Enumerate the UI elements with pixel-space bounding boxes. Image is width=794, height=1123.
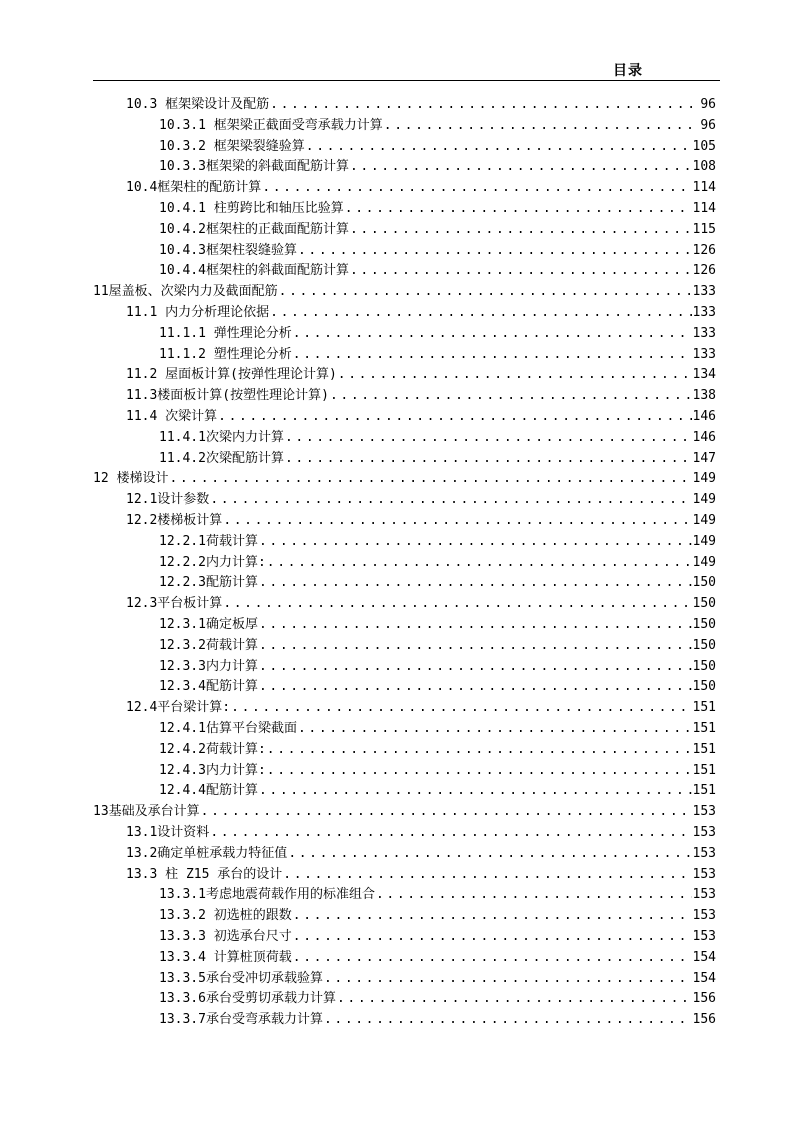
- toc-entry-title: 12.4平台梁计算:: [126, 700, 231, 716]
- toc-dot-leader: [270, 95, 699, 115]
- toc-entry-page-number: 150: [692, 596, 716, 612]
- toc-entry-title: 10.4框架柱的配筋计算: [126, 180, 262, 196]
- toc-entry-title: 13.3.2 初选桩的跟数: [159, 908, 292, 924]
- toc-entry[interactable]: [159, 324, 716, 344]
- toc-entry[interactable]: [159, 615, 716, 635]
- toc-dot-leader: [324, 1010, 692, 1030]
- toc-dot-leader: [288, 844, 691, 864]
- toc-entry[interactable]: [126, 698, 716, 718]
- toc-entry-page-number: 150: [692, 637, 716, 653]
- toc-entry[interactable]: [126, 844, 716, 864]
- toc-entry-page-number: 156: [692, 1012, 716, 1028]
- toc-dot-leader: [330, 386, 692, 406]
- toc-dot-leader: [259, 615, 692, 635]
- toc-entry-title: 10.4.2框架柱的正截面配筋计算: [159, 221, 349, 237]
- toc-entry-title: 12.3.2荷载计算: [159, 637, 258, 653]
- toc-entry-page-number: 151: [692, 700, 716, 716]
- toc-entry-page-number: 149: [692, 513, 716, 528]
- toc-entry-page-number: 96: [700, 117, 716, 133]
- toc-entry-page-number: 149: [692, 471, 716, 487]
- toc-entry-title: 10.3.3框架梁的斜截面配筋计算: [159, 159, 349, 175]
- toc-entry-page-number: 149: [692, 554, 716, 570]
- toc-entry-title: 11.1 内力分析理论依据: [126, 305, 270, 320]
- toc-dot-leader: [285, 449, 692, 469]
- toc-entry-title: 11.2 屋面板计算(按弹性理论计算): [126, 367, 337, 383]
- toc-entry-page-number: 146: [692, 429, 716, 445]
- toc-entry[interactable]: [126, 594, 716, 614]
- toc-dot-leader: [293, 906, 692, 926]
- toc-entry-title: 12.2.1荷载计算: [159, 533, 258, 549]
- toc-dot-leader: [267, 761, 692, 781]
- toc-entry-title: 13基础及承台计算: [93, 804, 200, 820]
- toc-entry-title: 11.1.2 塑性理论分析: [159, 346, 292, 362]
- toc-entry-title: 13.3 柱 Z15 承台的设计: [126, 866, 283, 882]
- toc-entry-title: 12.3.3内力计算: [159, 658, 258, 674]
- toc-dot-leader: [350, 157, 692, 177]
- toc-entry-page-number: 151: [692, 741, 716, 757]
- toc-entry[interactable]: [159, 677, 716, 697]
- toc-entry-title: 10.4.1 柱剪跨比和轴压比验算: [159, 201, 344, 216]
- toc-entry[interactable]: [159, 761, 716, 781]
- toc-entry[interactable]: [159, 989, 716, 1009]
- toc-dot-leader: [384, 116, 700, 136]
- toc-dot-leader: [169, 469, 691, 489]
- toc-dot-leader: [259, 781, 692, 801]
- toc-entry[interactable]: [159, 906, 716, 926]
- toc-entry-title: 13.3.7承台受弯承载力计算: [159, 1012, 323, 1028]
- toc-entry[interactable]: [159, 220, 716, 240]
- toc-entry-page-number: 147: [692, 450, 716, 466]
- toc-dot-leader: [293, 324, 692, 344]
- toc-entry-page-number: 150: [692, 575, 716, 591]
- toc-entry-title: 11屋盖板、次梁内力及截面配筋: [93, 284, 278, 300]
- toc-entry-page-number: 126: [692, 242, 716, 258]
- toc-entry-page-number: 153: [692, 866, 716, 882]
- toc-dot-leader: [262, 178, 691, 198]
- toc-dot-leader: [350, 220, 692, 240]
- toc-entry[interactable]: [159, 657, 716, 677]
- toc-entry[interactable]: [159, 261, 716, 281]
- toc-entry-page-number: 133: [692, 284, 716, 300]
- toc-entry-title: 13.1设计资料: [126, 825, 210, 840]
- toc-entry[interactable]: [159, 532, 716, 552]
- toc-entry-title: 11.1.1 弹性理论分析: [159, 325, 292, 341]
- toc-entry-title: 12.2楼梯板计算: [126, 513, 223, 528]
- toc-entry-title: 12.3平台板计算: [126, 596, 223, 612]
- toc-entry-title: 10.4.3框架柱裂缝验算: [159, 242, 297, 258]
- toc-entry-title: 12.3.4配筋计算: [159, 679, 258, 695]
- toc-entry-page-number: 153: [692, 887, 716, 903]
- toc-dot-leader: [293, 927, 692, 947]
- toc-entry-title: 13.3.6承台受剪切承载力计算: [159, 991, 336, 1007]
- toc-entry-page-number: 154: [692, 949, 716, 965]
- toc-entry[interactable]: [159, 116, 716, 136]
- toc-entry[interactable]: [159, 885, 716, 905]
- toc-entry-page-number: 146: [692, 409, 716, 424]
- toc-entry-page-number: 133: [692, 346, 716, 362]
- toc-dot-leader: [259, 532, 692, 552]
- toc-dot-leader: [267, 553, 692, 573]
- toc-entry-page-number: 133: [692, 325, 716, 341]
- toc-dot-leader: [279, 282, 692, 302]
- toc-entry-title: 13.3.1考虑地震荷载作用的标准组合: [159, 887, 375, 903]
- toc-dot-leader: [345, 199, 692, 219]
- toc-entry-page-number: 153: [692, 845, 716, 861]
- toc-entry[interactable]: [126, 407, 716, 427]
- toc-entry[interactable]: [159, 719, 716, 739]
- toc-dot-leader: [210, 823, 691, 843]
- toc-entry-title: 12 楼梯设计: [93, 471, 169, 487]
- toc-dot-leader: [270, 303, 691, 323]
- toc-entry-title: 12.2.3配筋计算: [159, 575, 258, 591]
- toc-entry[interactable]: [159, 636, 716, 656]
- toc-entry[interactable]: [93, 282, 716, 302]
- toc-entry[interactable]: [159, 948, 716, 968]
- toc-dot-leader: [338, 365, 692, 385]
- toc-entry-page-number: 149: [692, 533, 716, 549]
- toc-entry-page-number: 133: [692, 305, 716, 320]
- toc-entry-title: 11.4 次梁计算: [126, 409, 218, 424]
- toc-entry-title: 10.3.2 框架梁裂缝验算: [159, 138, 305, 154]
- toc-dot-leader: [259, 657, 692, 677]
- toc-entry-page-number: 115: [692, 221, 716, 237]
- toc-dot-leader: [259, 636, 692, 656]
- toc-entry-title: 12.4.2荷载计算:: [159, 741, 266, 757]
- toc-dot-leader: [267, 740, 692, 760]
- toc-entry-page-number: 138: [692, 388, 716, 404]
- toc-entry-page-number: 150: [692, 658, 716, 674]
- toc-entry-page-number: 108: [692, 159, 716, 175]
- toc-dot-leader: [259, 677, 692, 697]
- toc-dot-leader: [350, 261, 692, 281]
- toc-entry[interactable]: [159, 740, 716, 760]
- toc-entry[interactable]: [159, 1010, 716, 1030]
- toc-entry-title: 12.3.1确定板厚: [159, 617, 258, 632]
- toc-entry[interactable]: [126, 511, 716, 531]
- toc-entry-page-number: 154: [692, 970, 716, 986]
- toc-entry[interactable]: [159, 449, 716, 469]
- toc-entry-page-number: 105: [692, 138, 716, 154]
- toc-entry-page-number: 150: [692, 679, 716, 695]
- toc-dot-leader: [210, 490, 691, 510]
- toc-entry-page-number: 153: [692, 908, 716, 924]
- toc-entry[interactable]: [159, 241, 716, 261]
- toc-entry-page-number: 96: [700, 97, 716, 112]
- toc-entry-page-number: 153: [692, 929, 716, 944]
- toc-entry[interactable]: [159, 199, 716, 219]
- toc-entry[interactable]: [126, 490, 716, 510]
- toc-entry-page-number: 151: [692, 783, 716, 799]
- toc-dot-leader: [259, 573, 692, 593]
- toc-entry[interactable]: [93, 802, 716, 822]
- toc-entry-title: 13.3.3 初选承台尺寸: [159, 929, 292, 944]
- toc-entry[interactable]: [159, 345, 716, 365]
- toc-entry-page-number: 134: [692, 367, 716, 383]
- toc-entry[interactable]: [126, 386, 716, 406]
- toc-entry-page-number: 150: [692, 617, 716, 632]
- toc-entry[interactable]: [159, 573, 716, 593]
- toc-entry[interactable]: [159, 927, 716, 947]
- toc-entry-title: 10.3 框架梁设计及配筋: [126, 97, 270, 112]
- toc-entry-title: 13.2确定单桩承载力特征值: [126, 845, 288, 861]
- toc-entry-title: 12.2.2内力计算:: [159, 554, 266, 570]
- toc-entry[interactable]: [126, 823, 716, 843]
- toc-entry-page-number: 151: [692, 721, 716, 736]
- toc-dot-leader: [298, 241, 692, 261]
- toc-entry-title: 13.3.5承台受冲切承载验算: [159, 970, 323, 986]
- toc-dot-leader: [324, 969, 692, 989]
- toc-entry-title: 12.4.4配筋计算: [159, 783, 258, 799]
- toc-entry-page-number: 149: [692, 492, 716, 508]
- toc-entry[interactable]: [126, 95, 716, 115]
- header-rule: [93, 80, 720, 81]
- toc-dot-leader: [337, 989, 692, 1009]
- toc-entry-page-number: 114: [692, 180, 716, 196]
- toc-entry-title: 12.4.3内力计算:: [159, 762, 266, 778]
- toc-entry-page-number: 156: [692, 991, 716, 1007]
- toc-entry[interactable]: [159, 553, 716, 573]
- toc-dot-leader: [298, 719, 692, 739]
- toc-entry[interactable]: [159, 157, 716, 177]
- toc-entry[interactable]: [159, 428, 716, 448]
- toc-entry-title: 11.4.2次梁配筋计算: [159, 450, 284, 466]
- toc-entry-title: 10.4.4框架柱的斜截面配筋计算: [159, 263, 349, 279]
- toc-dot-leader: [285, 428, 692, 448]
- toc-dot-leader: [223, 594, 691, 614]
- toc-dot-leader: [283, 865, 691, 885]
- toc-entry[interactable]: [126, 178, 716, 198]
- toc-dot-leader: [306, 137, 692, 157]
- toc-entry-page-number: 151: [692, 762, 716, 778]
- toc-entry[interactable]: [126, 865, 716, 885]
- toc-entry-title: 13.3.4 计算桩顶荷载: [159, 949, 292, 965]
- toc-dot-leader: [231, 698, 691, 718]
- toc-entry-page-number: 126: [692, 263, 716, 279]
- toc-dot-leader: [293, 948, 692, 968]
- toc-entry-page-number: 153: [692, 825, 716, 840]
- toc-entry[interactable]: [93, 469, 716, 489]
- page-header-title: 目录: [613, 63, 643, 79]
- toc-entry-title: 12.4.1估算平台梁截面: [159, 721, 297, 736]
- toc-entry[interactable]: [126, 365, 716, 385]
- toc-dot-leader: [218, 407, 691, 427]
- toc-entry[interactable]: [159, 781, 716, 801]
- toc-dot-leader: [201, 802, 692, 822]
- toc-entry-title: 11.4.1次梁内力计算: [159, 429, 284, 445]
- toc-entry-title: 12.1设计参数: [126, 492, 210, 508]
- toc-entry-title: 10.3.1 框架梁正截面受弯承载力计算: [159, 117, 383, 133]
- toc-dot-leader: [223, 511, 691, 531]
- toc-entry[interactable]: [159, 969, 716, 989]
- toc-entry[interactable]: [159, 137, 716, 157]
- toc-entry-page-number: 114: [692, 201, 716, 216]
- toc-dot-leader: [376, 885, 692, 905]
- toc-entry-title: 11.3楼面板计算(按塑性理论计算): [126, 388, 329, 404]
- toc-entry[interactable]: [126, 303, 716, 323]
- toc-dot-leader: [293, 345, 692, 365]
- toc-entry-page-number: 153: [692, 804, 716, 820]
